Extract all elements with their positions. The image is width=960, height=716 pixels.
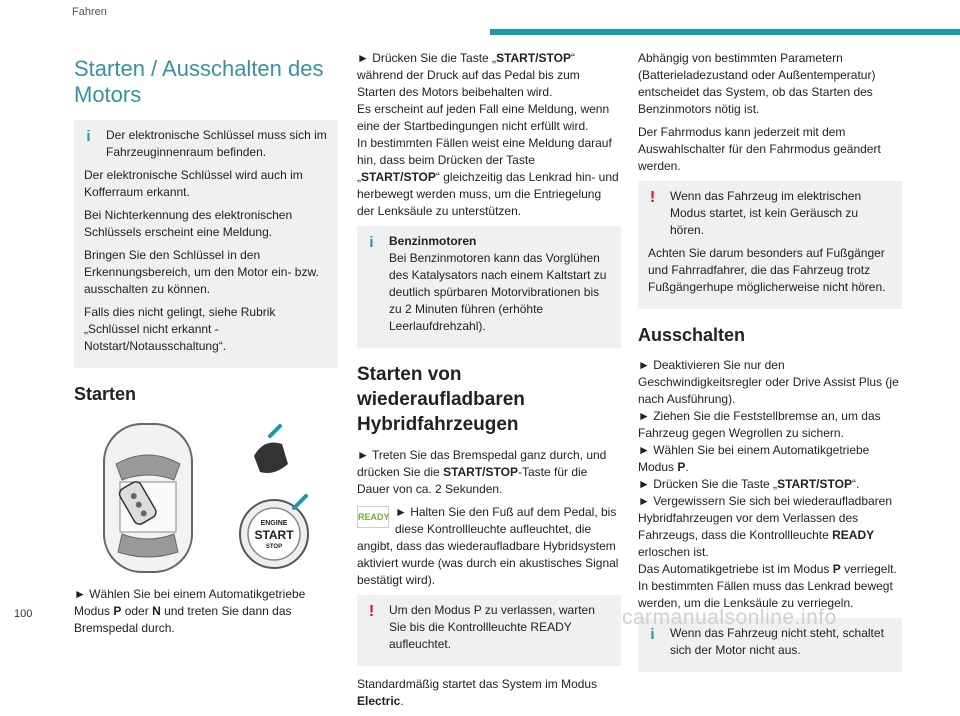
info-icon: i [86, 128, 91, 145]
header-accent-bar [490, 29, 960, 35]
start-illustration [74, 416, 338, 576]
info-note-petrol: i Benzinmotoren Bei Benzinmotoren kann das Vorglühen des Katalysators nach einem Kaltstart zu deutlich spürbaren Motorvibrationen bis zu 2 Minuten führen (erhöhte Leerlaufdrehzahl). [357, 226, 621, 348]
paragraph-parameters: Abhängig von bestimmten Parametern (Batterieladezustand oder Außentemperatur) entscheidet das System, ob das Starten des Benzinmotors nötig ist. [638, 51, 876, 116]
step-hybrid-brake: ► Treten Sie das Bremspedal ganz durch, und drücken Sie die START/STOP-Taste für die Dauer von ca. 2 Sekunden. [357, 448, 607, 496]
step-select-mode: ► Wählen Sie bei einem Automatikgetriebe Modus P oder N und treten Sie dann das Bremspedal durch. [74, 587, 306, 635]
info-note-key: i Der elektronische Schlüssel muss sich im Fahrzeuginnenraum befinden. Der elektronische Schlüssel wird auch im Kofferraum erkannt. Bei Nichterkennung des elektronischen Schlüssels erscheint eine Meldung. Bringen Sie den Schlüssel in den Erkennungsbereich, um den Motor ein- bzw. ausschalten zu können. Falls dies nicht gelingt, siehe Rubrik „Schlüssel nicht erkannt - Notstart/Notausschaltung“. [74, 120, 338, 368]
warning-icon: ! [368, 603, 375, 620]
default-mode-text: Standardmäßig startet das System im Modus Electric. [357, 677, 598, 708]
step-hybrid-ready: READY ► Halten Sie den Fuß auf dem Pedal, bis diese Kontrollleuchte aufleuchtet, die angibt, dass das wiederaufladbare Hybridsystem aktiviert wurde (was durch ein akustisches Signal bestätigt wird). [357, 505, 619, 587]
car-key-illustration [74, 416, 324, 576]
column-1 [74, 50, 338, 643]
steps-switch-off: ► Deaktivieren Sie nur den Geschwindigkeitsregler oder Drive Assist Plus (je nach Ausführung). ► Ziehen Sie die Feststellbremse an, um das Fahrzeug gegen Wegrollen zu sichern. ► Wählen Sie bei einem Automatikgetriebe Modus P. ► Drücken Sie die Taste „START/STOP“. ► Vergewissern Sie sich bei wiederaufladbaren Hybridfahrzeugen vor dem Verlassen des Fahrzeugs, dass die Kontrollleuchte READY erloschen ist. Das Automatikgetriebe ist im Modus P verriegelt. In bestimmten Fällen muss das Lenkrad bewegt werden, um die Lenksäule zu verriegeln. [638, 358, 899, 610]
page-title: Starten / Ausschalten des Motors [74, 56, 324, 107]
warning-note-electric: ! Wenn das Fahrzeug im elektrischen Modus startet, ist kein Geräusch zu hören. Achten Sie darum besonders auf Fußgänger und Fahrradfahrer, die das Fahrzeug trotz Fußgängerhupe möglicherweise nicht hören. [638, 181, 902, 309]
paragraph-drive-mode: Der Fahrmodus kann jederzeit mit dem Auswahlschalter für den Fahrmodus geändert werden. [638, 125, 881, 173]
info-icon: i [650, 626, 655, 643]
button-text-engine: ENGINE [260, 520, 288, 527]
button-text-start: START [254, 528, 294, 542]
column-3 [638, 50, 902, 682]
heading-starten: Starten [74, 384, 137, 404]
step-press-start: ► Drücken Sie die Taste „START/STOP“ während der Druck auf das Pedal bis zum Starten des Motors beibehalten wird. Es erscheint auf jeden Fall eine Meldung, wenn eine der Startbedingungen nicht erfüllt wird. In bestimmten Fällen weist eine Meldung darauf hin, dass beim Drücken der Taste „START/STOP“ gleichzeitig das Lenkrad hin- und herbewegt werden muss, um die Entriegelung der Lenksäule zu unterstützen. [357, 51, 619, 218]
heading-hybrid: Starten von wiederaufladbaren Hybridfahrzeugen [357, 364, 525, 435]
warning-icon: ! [649, 189, 656, 206]
watermark: carmanualsonline.info [622, 606, 837, 629]
section-label: Fahren [72, 6, 107, 18]
column-2 [357, 50, 621, 716]
button-text-stop: STOP [265, 544, 283, 550]
warning-note-mode-p: ! Um den Modus P zu verlassen, warten Sie bis die Kontrollleuchte READY aufleuchtet. [357, 595, 621, 666]
heading-ausschalten: Ausschalten [638, 325, 746, 345]
ready-indicator-icon: READY [357, 506, 389, 528]
info-icon: i [369, 234, 374, 251]
info-note-moving: i Wenn das Fahrzeug nicht steht, schaltet sich der Motor nicht aus. [638, 618, 902, 672]
page-number: 100 [14, 608, 33, 620]
